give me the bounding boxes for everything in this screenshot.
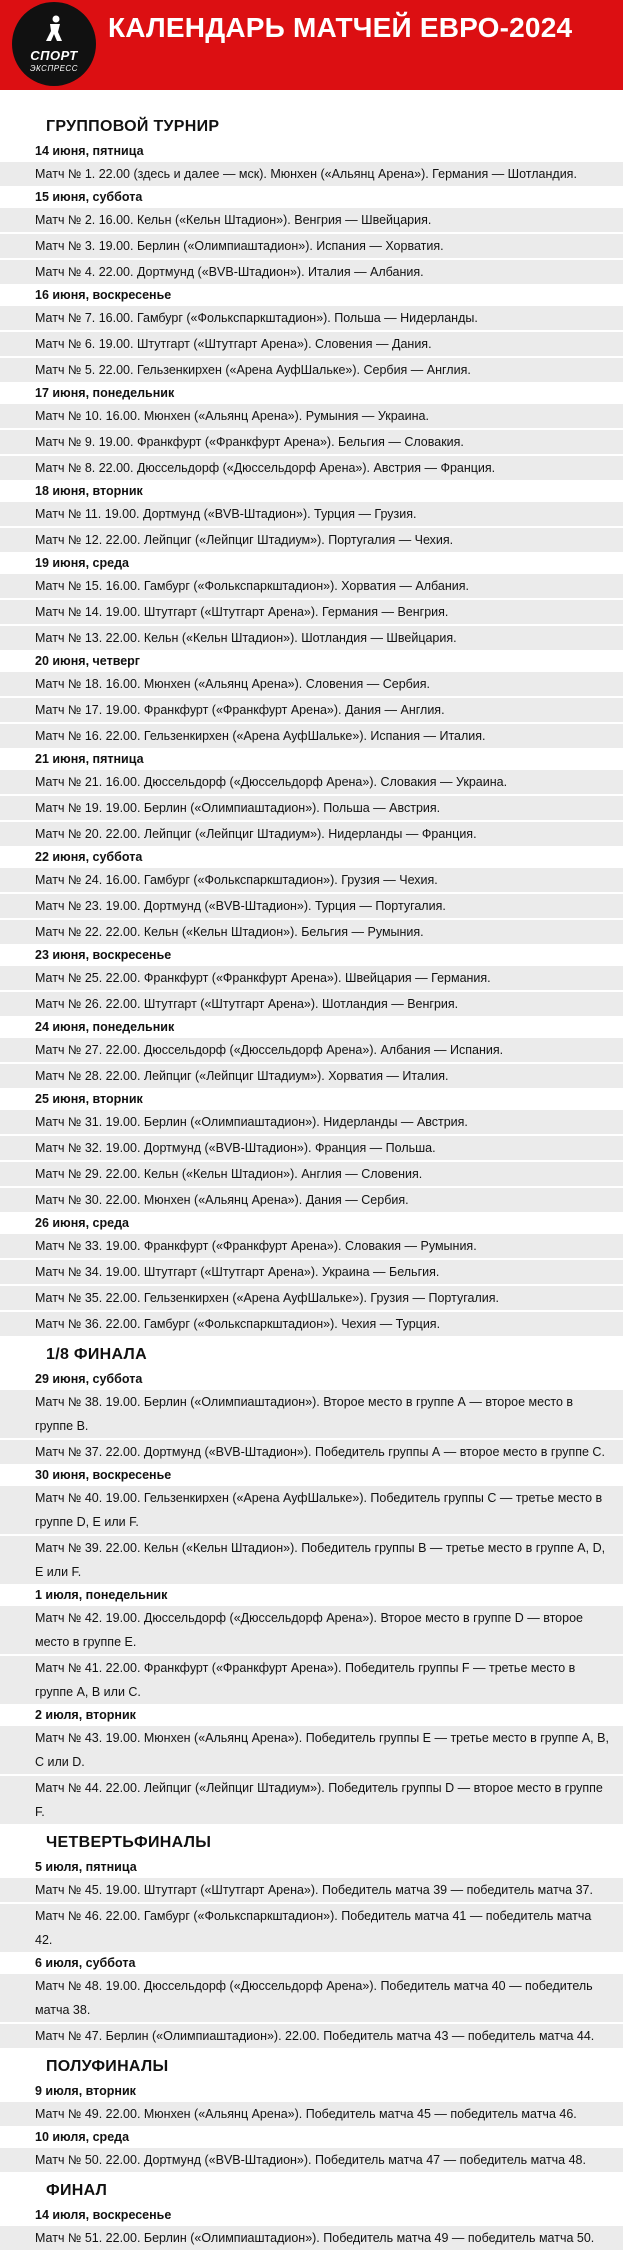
day-heading: 9 июля, вторник xyxy=(35,2084,136,2098)
match-list xyxy=(0,1486,623,1584)
match-row: Матч № 19. 19.00. Берлин («Олимпиаштадион»). Польша — Австрия. xyxy=(0,796,623,822)
match-list xyxy=(0,1110,623,1212)
match-row: Матч № 47. Берлин («Олимпиаштадион»). 22.00. Победитель матча 43 — победитель матча 44. xyxy=(0,2024,623,2048)
match-row: Матч № 14. 19.00. Штутгарт («Штутгарт Арена»). Германия — Венгрия. xyxy=(0,600,623,626)
match-list xyxy=(0,2102,623,2126)
match-list xyxy=(0,1974,623,2048)
match-row: Матч № 21. 16.00. Дюссельдорф («Дюссельдорф Арена»). Словакия — Украина. xyxy=(0,770,623,796)
match-list xyxy=(0,1234,623,1336)
match-row: Матч № 1. 22.00 (здесь и далее — мск). Мюнхен («Альянц Арена»). Германия — Шотландия. xyxy=(0,162,623,186)
day-heading: 10 июля, среда xyxy=(35,2130,130,2144)
match-row: Матч № 4. 22.00. Дортмунд («BVB-Штадион»). Италия — Албания. xyxy=(0,260,623,284)
match-row: Матч № 31. 19.00. Берлин («Олимпиаштадион»). Нидерланды — Австрия. xyxy=(0,1110,623,1136)
match-list xyxy=(0,1878,623,1952)
day-heading: 2 июля, вторник xyxy=(35,1708,136,1722)
day-heading: 22 июня, суббота xyxy=(35,850,143,864)
match-row: Матч № 10. 16.00. Мюнхен («Альянц Арена»). Румыния — Украина. xyxy=(0,404,623,430)
match-row: Матч № 42. 19.00. Дюссельдорф («Дюссельдорф Арена»). Второе место в группе D — второе место в группе E. xyxy=(0,1606,623,1656)
match-row: Матч № 43. 19.00. Мюнхен («Альянц Арена»). Победитель группы Е — третье место в группе А, В, С или D. xyxy=(0,1726,623,1776)
match-row: Матч № 35. 22.00. Гельзенкирхен («Арена АуфШальке»). Грузия — Португалия. xyxy=(0,1286,623,1312)
match-row: Матч № 46. 22.00. Гамбург («Фолькспаркштадион»). Победитель матча 41 — победитель матча 42. xyxy=(0,1904,623,1952)
section-title: ГРУППОВОЙ ТУРНИР xyxy=(46,118,220,135)
match-row: Матч № 38. 19.00. Берлин («Олимпиаштадион»). Второе место в группе А — второе место в группе В. xyxy=(0,1390,623,1440)
day-heading: 26 июня, среда xyxy=(35,1216,129,1230)
match-row: Матч № 11. 19.00. Дортмунд («BVB-Штадион»). Турция — Грузия. xyxy=(0,502,623,528)
match-row: Матч № 51. 22.00. Берлин («Олимпиаштадион»). Победитель матча 49 — победитель матча 50. xyxy=(0,2226,623,2250)
match-row: Матч № 40. 19.00. Гельзенкирхен («Арена АуфШальке»). Победитель группы С — третье место в группе D, E или F. xyxy=(0,1486,623,1536)
match-row: Матч № 34. 19.00. Штутгарт («Штутгарт Арена»). Украина — Бельгия. xyxy=(0,1260,623,1286)
match-row: Матч № 5. 22.00. Гельзенкирхен («Арена АуфШальке»). Сербия — Англия. xyxy=(0,358,623,382)
match-row: Матч № 8. 22.00. Дюссельдорф («Дюссельдорф Арена»). Австрия — Франция. xyxy=(0,456,623,480)
day-heading: 18 июня, вторник xyxy=(35,484,143,498)
match-row: Матч № 29. 22.00. Кельн («Кельн Штадион»). Англия — Словения. xyxy=(0,1162,623,1188)
match-row: Матч № 23. 19.00. Дортмунд («BVB-Штадион»). Турция — Португалия. xyxy=(0,894,623,920)
day-heading: 24 июня, понедельник xyxy=(35,1020,175,1034)
match-row: Матч № 37. 22.00. Дортмунд («BVB-Штадион»). Победитель группы А — второе место в группе С. xyxy=(0,1440,623,1464)
match-list xyxy=(0,1726,623,1824)
day-heading: 17 июня, понедельник xyxy=(35,386,175,400)
day-heading: 14 июня, пятница xyxy=(35,144,144,158)
match-row: Матч № 48. 19.00. Дюссельдорф («Дюссельдорф Арена»). Победитель матча 40 — победитель матча 38. xyxy=(0,1974,623,2024)
match-list xyxy=(0,1038,623,1088)
day-heading: 23 июня, воскресенье xyxy=(35,948,172,962)
match-list xyxy=(0,770,623,846)
match-list xyxy=(0,1390,623,1464)
day-heading: 19 июня, среда xyxy=(35,556,129,570)
match-row: Матч № 28. 22.00. Лейпциг («Лейпциг Штадиум»). Хорватия — Италия. xyxy=(0,1064,623,1088)
athlete-icon xyxy=(43,15,65,42)
match-row: Матч № 3. 19.00. Берлин («Олимпиаштадион»). Испания — Хорватия. xyxy=(0,234,623,260)
match-row: Матч № 15. 16.00. Гамбург («Фолькспаркштадион»). Хорватия — Албания. xyxy=(0,574,623,600)
match-list xyxy=(0,208,623,284)
match-row: Матч № 6. 19.00. Штутгарт («Штутгарт Арена»). Словения — Дания. xyxy=(0,332,623,358)
match-row: Матч № 49. 22.00. Мюнхен («Альянц Арена»). Победитель матча 45 — победитель матча 46. xyxy=(0,2102,623,2126)
sport-express-logo xyxy=(12,2,96,86)
match-row: Матч № 32. 19.00. Дортмунд («BVB-Штадион»). Франция — Польша. xyxy=(0,1136,623,1162)
match-row: Матч № 36. 22.00. Гамбург («Фолькспаркштадион»). Чехия — Турция. xyxy=(0,1312,623,1336)
match-row: Матч № 7. 16.00. Гамбург («Фолькспаркштадион»). Польша — Нидерланды. xyxy=(0,306,623,332)
match-list xyxy=(0,162,623,186)
match-row: Матч № 16. 22.00. Гельзенкирхен («Арена АуфШальке»). Испания — Италия. xyxy=(0,724,623,748)
match-list xyxy=(0,1606,623,1704)
section-title: ФИНАЛ xyxy=(46,2182,108,2199)
match-row: Матч № 26. 22.00. Штутгарт («Штутгарт Арена»). Шотландия — Венгрия. xyxy=(0,992,623,1016)
match-list xyxy=(0,574,623,650)
section-title: ЧЕТВЕРТЬФИНАЛЫ xyxy=(46,1834,212,1851)
day-heading: 29 июня, суббота xyxy=(35,1372,143,1386)
day-heading: 16 июня, воскресенье xyxy=(35,288,172,302)
match-row: Матч № 33. 19.00. Франкфурт («Франкфурт Арена»). Словакия — Румыния. xyxy=(0,1234,623,1260)
day-heading: 6 июля, суббота xyxy=(35,1956,136,1970)
day-heading: 5 июля, пятница xyxy=(35,1860,137,1874)
day-heading: 20 июня, четверг xyxy=(35,654,141,668)
match-row: Матч № 44. 22.00. Лейпциг («Лейпциг Штадиум»). Победитель группы D — второе место в группе F. xyxy=(0,1776,623,1824)
match-row: Матч № 2. 16.00. Кельн («Кельн Штадион»). Венгрия — Швейцария. xyxy=(0,208,623,234)
match-row: Матч № 24. 16.00. Гамбург («Фолькспаркштадион»). Грузия — Чехия. xyxy=(0,868,623,894)
match-list xyxy=(0,502,623,552)
section-title: ПОЛУФИНАЛЫ xyxy=(46,2058,169,2075)
match-row: Матч № 22. 22.00. Кельн («Кельн Штадион»). Бельгия — Румыния. xyxy=(0,920,623,944)
match-row: Матч № 18. 16.00. Мюнхен («Альянц Арена»). Словения — Сербия. xyxy=(0,672,623,698)
match-row: Матч № 12. 22.00. Лейпциг («Лейпциг Штадиум»). Португалия — Чехия. xyxy=(0,528,623,552)
match-row: Матч № 45. 19.00. Штутгарт («Штутгарт Арена»). Победитель матча 39 — победитель матча 37. xyxy=(0,1878,623,1904)
match-row: Матч № 9. 19.00. Франкфурт («Франкфурт Арена»). Бельгия — Словакия. xyxy=(0,430,623,456)
day-heading: 15 июня, суббота xyxy=(35,190,143,204)
match-row: Матч № 41. 22.00. Франкфурт («Франкфурт Арена»). Победитель группы F — третье место в группе A, B или C. xyxy=(0,1656,623,1704)
section-title: 1/8 ФИНАЛА xyxy=(46,1346,147,1363)
day-heading: 30 июня, воскресенье xyxy=(35,1468,172,1482)
day-heading: 21 июня, пятница xyxy=(35,752,144,766)
page-title: КАЛЕНДАРЬ МАТЧЕЙ ЕВРО-2024 xyxy=(108,12,573,43)
match-list xyxy=(0,306,623,382)
page-header xyxy=(0,0,623,90)
match-row: Матч № 50. 22.00. Дортмунд («BVB-Штадион»). Победитель матча 47 — победитель матча 48. xyxy=(0,2148,623,2172)
logo-text: СПОРТ xyxy=(30,48,78,63)
match-row: Матч № 39. 22.00. Кельн («Кельн Штадион»). Победитель группы В — третье место в группе A, D, E или F. xyxy=(0,1536,623,1584)
match-list xyxy=(0,404,623,480)
match-row: Матч № 30. 22.00. Мюнхен («Альянц Арена»). Дания — Сербия. xyxy=(0,1188,623,1212)
logo-subtext: ЭКСПРЕСС xyxy=(30,64,78,73)
match-row: Матч № 25. 22.00. Франкфурт («Франкфурт Арена»). Швейцария — Германия. xyxy=(0,966,623,992)
day-heading: 1 июля, понедельник xyxy=(35,1588,168,1602)
match-list xyxy=(0,672,623,748)
match-list xyxy=(0,2148,623,2172)
match-row: Матч № 17. 19.00. Франкфурт («Франкфурт Арена»). Дания — Англия. xyxy=(0,698,623,724)
match-list xyxy=(0,868,623,944)
day-heading: 25 июня, вторник xyxy=(35,1092,143,1106)
day-heading: 14 июля, воскресенье xyxy=(35,2208,172,2222)
schedule xyxy=(0,90,623,2250)
match-row: Матч № 20. 22.00. Лейпциг («Лейпциг Штадиум»). Нидерланды — Франция. xyxy=(0,822,623,846)
match-row: Матч № 13. 22.00. Кельн («Кельн Штадион»). Шотландия — Швейцария. xyxy=(0,626,623,650)
match-list xyxy=(0,966,623,1016)
match-list xyxy=(0,2226,623,2250)
match-row: Матч № 27. 22.00. Дюссельдорф («Дюссельдорф Арена»). Албания — Испания. xyxy=(0,1038,623,1064)
